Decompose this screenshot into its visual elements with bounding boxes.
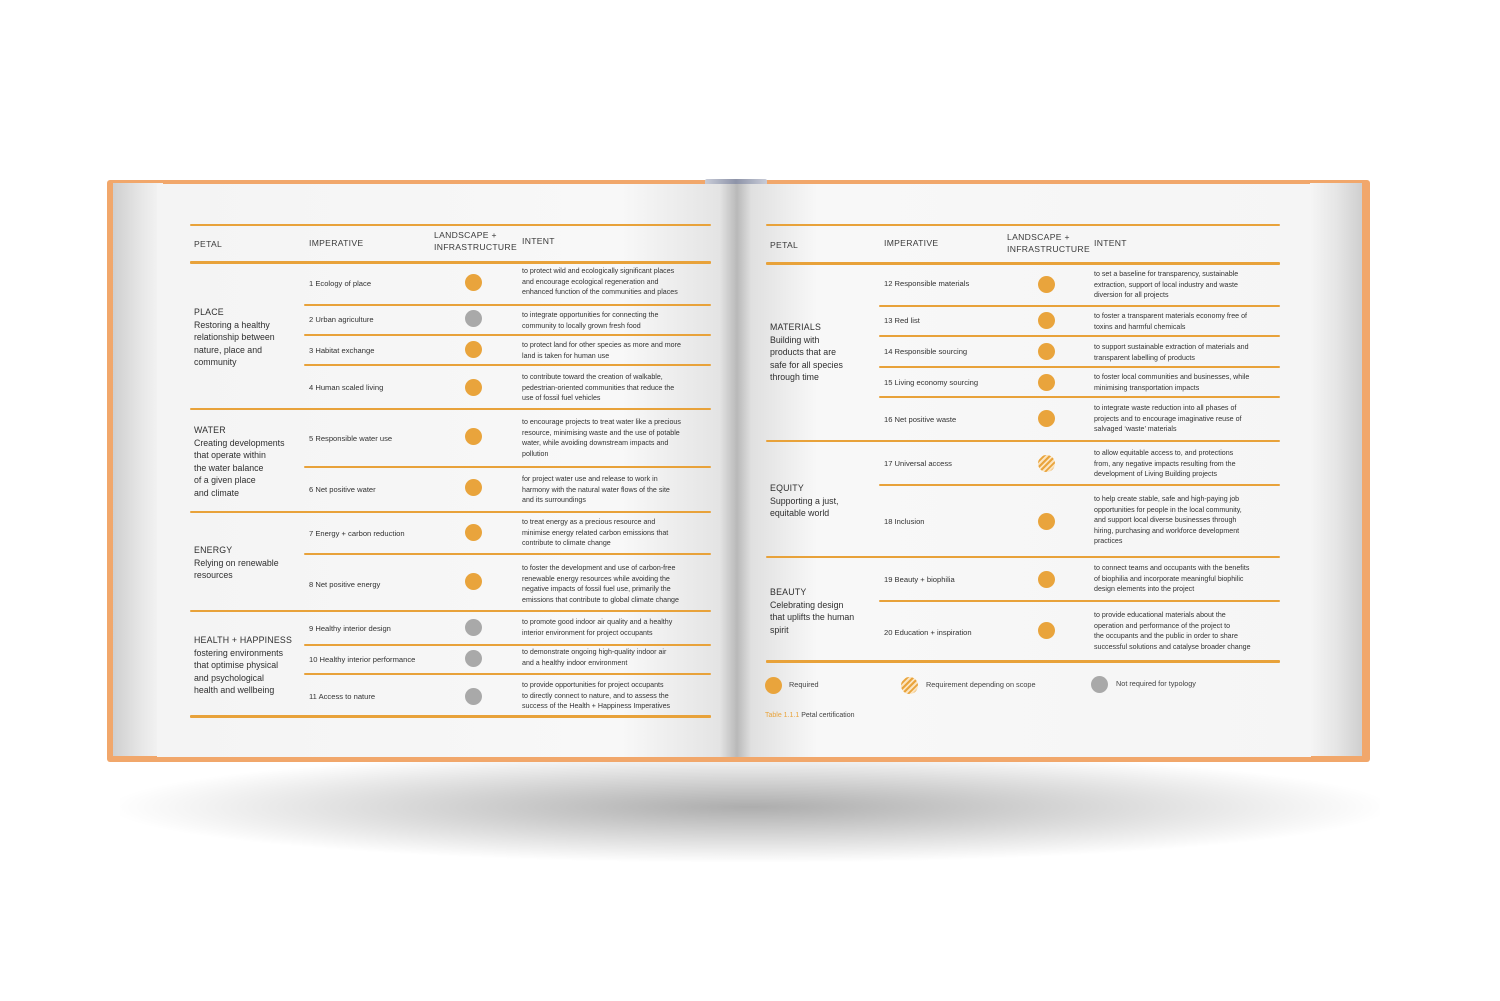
intent-line: extraction, support of local industry and waste (1094, 280, 1238, 289)
table-rule (190, 261, 711, 264)
petal-name: EQUITY (770, 483, 804, 493)
header-petal: PETAL (194, 239, 223, 249)
scope-dependent-dot-icon (1038, 455, 1055, 472)
table-rule (766, 660, 1280, 663)
row-rule (304, 334, 711, 336)
imperative-label: 8 Net positive energy (309, 580, 381, 589)
group-rule (190, 408, 711, 410)
petal-desc: Building with (770, 334, 820, 345)
imperative-label: 5 Responsible water use (309, 434, 393, 443)
required-dot-icon (465, 379, 482, 396)
petal-desc: that operate within (194, 450, 266, 461)
imperative-label: 20 Education + inspiration (884, 628, 972, 637)
petal-desc: Creating developments (194, 437, 285, 448)
legend-not-required-icon (1091, 676, 1108, 693)
caption-text: Petal certification (801, 712, 855, 719)
petal-desc: nature, place and (194, 344, 262, 355)
intent-text (522, 474, 670, 506)
legend-scope-icon (901, 677, 918, 694)
petal-name: MATERIALS (770, 322, 822, 332)
intent-line: to integrate waste reduction into all phases of (1094, 404, 1237, 412)
petal-water (194, 424, 284, 500)
intent-text (1094, 269, 1238, 301)
group-rule (766, 440, 1280, 442)
imperative-label: 15 Living economy sourcing (884, 378, 979, 387)
petal-beauty (770, 586, 854, 636)
imperative-label: 9 Healthy interior design (309, 624, 391, 633)
intent-line: to set a baseline for transparency, sustainable (1094, 270, 1239, 278)
intent-line: to help create stable, safe and high-paying job (1094, 495, 1240, 503)
petal-desc: fostering environments (194, 647, 283, 658)
header-imperative: IMPERATIVE (309, 238, 364, 248)
row-rule (304, 673, 711, 675)
required-dot-icon (465, 573, 482, 590)
intent-line: to protect wild and ecologically significant places (522, 267, 675, 275)
required-dot-icon (465, 428, 482, 445)
petal-desc: the water balance (194, 462, 264, 473)
intent-line: hiring, purchasing and workforce development (1094, 526, 1240, 535)
row-rule (879, 335, 1280, 337)
intent-line: pedestrian-oriented communities that reduce the (522, 383, 675, 392)
intent-text (522, 340, 681, 361)
table-caption (765, 712, 855, 719)
intent-text (522, 680, 670, 712)
not-required-dot-icon (465, 619, 482, 636)
intent-line: negative impacts of fossil fuel use, primarily the (522, 585, 671, 594)
intent-line: opportunities for people in the local community, (1094, 505, 1242, 514)
intent-line: to support sustainable extraction of materials and (1094, 343, 1249, 351)
intent-line: resource, minimising waste and the use of potable (522, 428, 680, 437)
row-rule (879, 305, 1280, 307)
table-rule (190, 224, 711, 226)
intent-line: the occupants and the public in order to share (1094, 632, 1238, 641)
petal-name: PLACE (194, 307, 224, 317)
petal-desc: and psychological (194, 672, 264, 683)
intent-line: to directly connect to nature, and to assess the (522, 691, 669, 700)
row-rule (304, 304, 711, 306)
intent-line: to treat energy as a precious resource and (522, 518, 656, 526)
intent-text (1094, 403, 1241, 435)
imperative-label: 10 Healthy interior performance (309, 655, 416, 664)
header-intent: INTENT (522, 236, 555, 246)
header-imperative: IMPERATIVE (884, 238, 939, 248)
petal-desc: through time (770, 372, 819, 383)
petal-desc: Relying on renewable (194, 557, 279, 568)
intent-line: community to locally grown fresh food (522, 321, 641, 330)
intent-line: from, any negative impacts resulting from the (1094, 459, 1236, 468)
intent-line: toxins and harmful chemicals (1094, 322, 1186, 331)
intent-text (522, 372, 674, 404)
intent-line: renewable energy resources while avoiding the (522, 574, 670, 583)
imperative-label: 3 Habitat exchange (309, 346, 375, 355)
intent-line: to foster a transparent materials economy free of (1094, 312, 1247, 320)
intent-line: diversion for all projects (1094, 291, 1169, 300)
required-dot-icon (1038, 276, 1055, 293)
intent-line: and encourage ecological regeneration and (522, 277, 659, 286)
header-infrastructure: INFRASTRUCTURE (434, 242, 517, 252)
imperative-label: 13 Red list (884, 316, 920, 325)
imperative-label: 4 Human scaled living (309, 383, 384, 392)
intent-text (1094, 342, 1249, 363)
left-page-edges (113, 183, 163, 756)
imperative-label: 14 Responsible sourcing (884, 347, 968, 356)
petal-desc: Restoring a healthy (194, 319, 270, 330)
intent-line: successful solutions and catalyse broader change (1094, 642, 1251, 651)
imperative-label: 16 Net positive waste (884, 415, 957, 424)
not-required-dot-icon (465, 310, 482, 327)
intent-line: to promote good indoor air quality and a healthy (522, 618, 673, 626)
intent-line: practices (1094, 537, 1123, 546)
intent-line: to encourage projects to treat water like a precious (522, 418, 681, 426)
group-rule (190, 511, 711, 513)
intent-line: and its surroundings (522, 496, 586, 505)
imperative-label: 18 Inclusion (884, 517, 925, 526)
imperative-label: 7 Energy + carbon reduction (309, 529, 405, 538)
row-rule (304, 466, 711, 468)
intent-line: emissions that contribute to global climate change (522, 595, 679, 604)
intent-line: for project water use and release to work in (522, 475, 658, 483)
legend-not-required-label: Not required for typology (1116, 679, 1196, 688)
legend-required-icon (765, 677, 782, 694)
required-dot-icon (1038, 622, 1055, 639)
row-rule (879, 600, 1280, 602)
petal-desc: spirit (770, 624, 789, 635)
petal-desc: that uplifts the human (770, 612, 855, 623)
required-dot-icon (465, 341, 482, 358)
intent-line: success of the Health + Happiness Imperatives (522, 702, 671, 711)
required-dot-icon (1038, 312, 1055, 329)
intent-line: use of fossil fuel vehicles (522, 394, 601, 403)
intent-line: to protect land for other species as more and more (522, 341, 681, 349)
row-rule (879, 396, 1280, 398)
intent-line: to integrate opportunities for connecting the (522, 311, 659, 319)
intent-line: of biophilia and incorporate meaningful biophilic (1094, 574, 1244, 583)
petal-name: WATER (194, 425, 226, 435)
legend-required-label: Required (789, 680, 819, 689)
intent-line: to foster the development and use of carbon-free (522, 564, 676, 572)
right-page-edges (1310, 183, 1362, 756)
intent-text (522, 617, 672, 638)
intent-text (522, 517, 668, 549)
not-required-dot-icon (465, 688, 482, 705)
intent-text (1094, 610, 1251, 652)
intent-line: enhanced function of the communities and places (522, 288, 678, 297)
required-dot-icon (465, 479, 482, 496)
intent-line: land is taken for human use (522, 351, 610, 360)
group-rule (190, 610, 711, 612)
petal-health-happiness (194, 634, 292, 697)
book-shadow (120, 752, 1380, 862)
petal-desc: health and wellbeing (194, 685, 275, 696)
required-dot-icon (1038, 374, 1055, 391)
required-dot-icon (1038, 410, 1055, 427)
row-rule (304, 364, 711, 366)
intent-line: water, while avoiding downstream impacts and (522, 439, 669, 448)
intent-line: to contribute toward the creation of walkable, (522, 373, 663, 381)
petal-place (194, 306, 275, 369)
header-petal: PETAL (770, 240, 799, 250)
not-required-dot-icon (465, 650, 482, 667)
intent-line: contribute to climate change (522, 539, 611, 548)
intent-line: and support local diverse businesses through (1094, 516, 1237, 525)
petal-desc: resources (194, 570, 233, 581)
table-rule (766, 224, 1280, 226)
row-rule (304, 553, 711, 555)
imperative-label: 2 Urban agriculture (309, 315, 374, 324)
group-rule (766, 556, 1280, 558)
intent-line: transparent labelling of products (1094, 353, 1195, 362)
intent-line: minimising transportation impacts (1094, 383, 1200, 392)
intent-line: and a healthy indoor environment (522, 658, 628, 667)
intent-line: pollution (522, 449, 549, 458)
intent-line: minimise energy related carbon emissions that (522, 528, 669, 537)
petal-desc: relationship between (194, 332, 275, 343)
intent-line: design elements into the project (1094, 585, 1195, 594)
petal-name: HEALTH + HAPPINESS (194, 635, 293, 645)
header-landscape: LANDSCAPE + (434, 230, 497, 240)
intent-line: to connect teams and occupants with the benefits (1094, 564, 1250, 572)
required-dot-icon (1038, 513, 1055, 530)
petal-desc: safe for all species (770, 359, 843, 370)
intent-line: operation and performance of the project to (1094, 621, 1231, 630)
petal-desc: Celebrating design (770, 599, 844, 610)
intent-line: to provide educational materials about the (1094, 611, 1226, 619)
required-dot-icon (465, 274, 482, 291)
intent-line: interior environment for project occupants (522, 628, 653, 637)
imperative-label: 1 Ecology of place (309, 279, 372, 288)
petal-desc: that optimise physical (194, 660, 279, 671)
petal-desc: Supporting a just, (770, 495, 839, 506)
petal-equity (770, 482, 838, 520)
petal-materials (770, 321, 843, 384)
intent-line: to allow equitable access to, and protections (1094, 449, 1234, 457)
intent-line: salvaged ‘waste’ materials (1094, 425, 1177, 434)
row-rule (879, 366, 1280, 368)
intent-line: to provide opportunities for project occupants (522, 681, 664, 689)
table-rule (190, 715, 711, 718)
petal-desc: of a given place (194, 475, 256, 486)
petal-energy (194, 544, 279, 582)
row-rule (879, 484, 1280, 486)
intent-line: to foster local communities and businesses, while (1094, 373, 1250, 381)
intent-text (1094, 372, 1249, 393)
intent-text (522, 647, 666, 668)
imperative-label: 6 Net positive water (309, 485, 376, 494)
intent-text (522, 310, 658, 331)
intent-text (522, 563, 679, 605)
petal-name: BEAUTY (770, 587, 807, 597)
petal-desc: community (194, 357, 237, 368)
petal-desc: products that are (770, 347, 837, 358)
imperative-label: 17 Universal access (884, 459, 952, 468)
legend-scope-label: Requirement depending on scope (926, 680, 1036, 689)
header-intent: INTENT (1094, 238, 1127, 248)
petal-name: ENERGY (194, 545, 233, 555)
intent-text (1094, 448, 1236, 480)
required-dot-icon (1038, 343, 1055, 360)
header-landscape: LANDSCAPE + (1007, 232, 1070, 242)
caption-number: Table 1.1.1 (765, 712, 800, 719)
petal-desc: equitable world (770, 508, 830, 519)
intent-line: to demonstrate ongoing high-quality indoor air (522, 648, 667, 656)
intent-text (522, 417, 681, 459)
imperative-label: 19 Beauty + biophilia (884, 575, 955, 584)
intent-line: projects and to encourage imaginative reuse of (1094, 414, 1242, 423)
intent-text (1094, 563, 1249, 595)
intent-line: harmony with the natural water flows of the site (522, 485, 670, 494)
header-infrastructure: INFRASTRUCTURE (1007, 244, 1090, 254)
imperative-label: 12 Responsible materials (884, 279, 970, 288)
row-rule (304, 644, 711, 646)
required-dot-icon (1038, 571, 1055, 588)
intent-text (1094, 311, 1247, 332)
intent-line: development of Living Building projects (1094, 470, 1218, 479)
required-dot-icon (465, 524, 482, 541)
imperative-label: 11 Access to nature (309, 692, 376, 701)
intent-text (522, 266, 678, 298)
petal-desc: and climate (194, 487, 239, 498)
table-rule (766, 262, 1280, 265)
intent-text (1094, 494, 1242, 547)
